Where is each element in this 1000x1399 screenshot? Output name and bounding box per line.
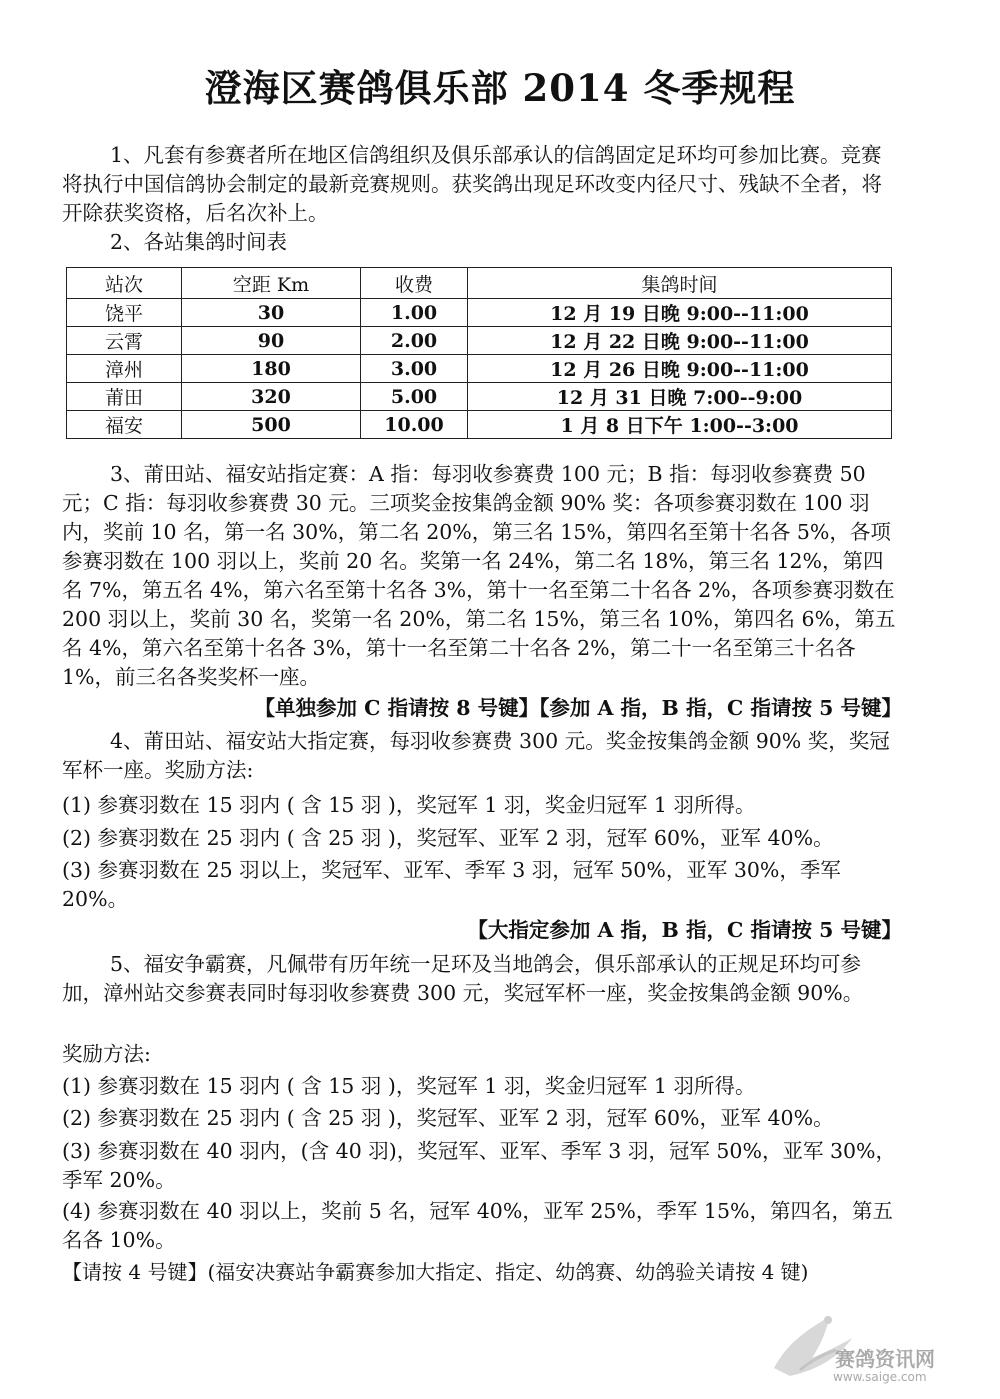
cell-time: 12 月 31 日晚 7:00--9:00 — [468, 383, 892, 411]
header-time: 集鸽时间 — [468, 268, 892, 299]
table-row — [67, 327, 892, 355]
cell-time: 12 月 26 日晚 9:00--11:00 — [468, 355, 892, 383]
table-row — [67, 299, 892, 327]
table-row — [67, 383, 892, 411]
section-5-item: (1) 参赛羽数在 15 羽内 ( 含 15 羽 )，奖冠军 1 羽，奖金归冠军 1 羽所得。 — [62, 1074, 756, 1098]
section-2-heading: 2、各站集鸽时间表 — [110, 230, 288, 254]
cell-fee: 2.00 — [361, 327, 468, 355]
cell-station: 漳州 — [67, 355, 182, 383]
header-station: 站次 — [67, 268, 182, 299]
section-5-text: 5、福安争霸赛，凡佩带有历年统一足环及当地鸽会，俱乐部承认的正规足环均可参加，漳州站交参赛表同时每羽收参赛费 300 元，奖冠军杯一座，奖金按集鸽金额 90%。 — [62, 952, 864, 1005]
document-title: 澄海区赛鸽俱乐部 2014 冬季规程 — [204, 66, 796, 110]
cell-fee: 5.00 — [361, 383, 468, 411]
watermark-url: www.saige.com — [833, 1370, 927, 1384]
cell-time: 1 月 8 日下午 1:00--3:00 — [468, 411, 892, 439]
section-5-item: (2) 参赛羽数在 25 羽内 ( 含 25 羽 )，奖冠军、亚军 2 羽，冠军 60%，亚军 40%。 — [62, 1106, 834, 1130]
section-5-item: (4) 参赛羽数在 40 羽以上，奖前 5 名，冠军 40%，亚军 25%，季军 15%，第四名，第五名各 10%。 — [62, 1199, 893, 1252]
cell-distance: 180 — [182, 355, 361, 383]
cell-station: 云霄 — [67, 327, 182, 355]
section-4-item: (3) 参赛羽数在 25 羽以上，奖冠军、亚军、季军 3 羽，冠军 50%，亚军 30%，季军 20%。 — [62, 858, 841, 911]
table-row — [67, 355, 892, 383]
section-5-method: 奖励方法: — [62, 1042, 151, 1066]
cell-distance: 320 — [182, 383, 361, 411]
header-distance: 空距 Km — [182, 268, 361, 299]
table-row — [67, 411, 892, 439]
schedule-table — [66, 267, 892, 439]
cell-station: 莆田 — [67, 383, 182, 411]
cell-time: 12 月 19 日晚 9:00--11:00 — [468, 299, 892, 327]
section-5-item: (3) 参赛羽数在 40 羽内，(含 40 羽)，奖冠军、亚军、季军 3 羽，冠军 50%，亚军 30%，季军 20%。 — [62, 1139, 897, 1192]
cell-distance: 500 — [182, 411, 361, 439]
header-fee: 收费 — [361, 268, 468, 299]
cell-station: 饶平 — [67, 299, 182, 327]
cell-fee: 1.00 — [361, 299, 468, 327]
cell-time: 12 月 22 日晚 9:00--11:00 — [468, 327, 892, 355]
section-5-note: 【请按 4 号键】(福安决赛站争霸赛参加大指定、指定、幼鸽赛、幼鸽验关请按 4 键) — [62, 1260, 809, 1284]
cell-station: 福安 — [67, 411, 182, 439]
cell-fee: 3.00 — [361, 355, 468, 383]
cell-fee: 10.00 — [361, 411, 468, 439]
section-4-note: 【大指定参加 A 指，B 指，C 指请按 5 号键】 — [467, 918, 902, 942]
table-header-row — [67, 268, 892, 299]
section-1-text: 1、凡套有参赛者所在地区信鸽组织及俱乐部承认的信鸽固定足环均可参加比赛。竞赛将执行中国信鸽协会制定的最新竞赛规则。获奖鸽出现足环改变内径尺寸、残缺不全者，将开除获奖资格，后名次补上。 — [62, 143, 882, 225]
section-4-item: (2) 参赛羽数在 25 羽内 ( 含 25 羽 )，奖冠军、亚军 2 羽，冠军 60%，亚军 40%。 — [62, 826, 834, 850]
section-3-text: 3、莆田站、福安站指定赛：A 指：每羽收参赛费 100 元；B 指：每羽收参赛费 50 元；C 指：每羽收参赛费 30 元。三项奖金按集鸽金额 90% 奖：各项参赛羽数在 100 羽内，奖前 10 名，第一名 30%，第二名 20%，第三名 15%，第四名至第十名各 5%，各项参赛羽数在 100 羽以上，奖前 20 名。奖第一名 24%，第二名 18%，第三名 12%，第四名 7%，第五名 4%，第六名至第十名各 3%，第十一名至第二十名各 2%，各项参赛羽数在 200 羽以上，奖前 30 名，奖第一名 20%，第二名 15%，第三名 10%，第四名 6%，第五名 4%，第六名至第十名各 3%，第十一名至第二十名各 2%，第二十一名至第三十名各 1%，前三名各奖奖杯一座。 — [62, 462, 896, 689]
cell-distance: 90 — [182, 327, 361, 355]
cell-distance: 30 — [182, 299, 361, 327]
section-4-item: (1) 参赛羽数在 15 羽内 ( 含 15 羽 )，奖冠军 1 羽，奖金归冠军 1 羽所得。 — [62, 793, 756, 817]
section-3-note: 【单独参加 C 指请按 8 号键】【参加 A 指，B 指，C 指请按 5 号键】 — [254, 696, 902, 720]
watermark-name: 赛鸽资讯网 — [835, 1347, 935, 1371]
section-4-text: 4、莆田站、福安站大指定赛，每羽收参赛费 300 元。奖金按集鸽金额 90% 奖，奖冠军杯一座。奖励方法: — [62, 729, 890, 782]
